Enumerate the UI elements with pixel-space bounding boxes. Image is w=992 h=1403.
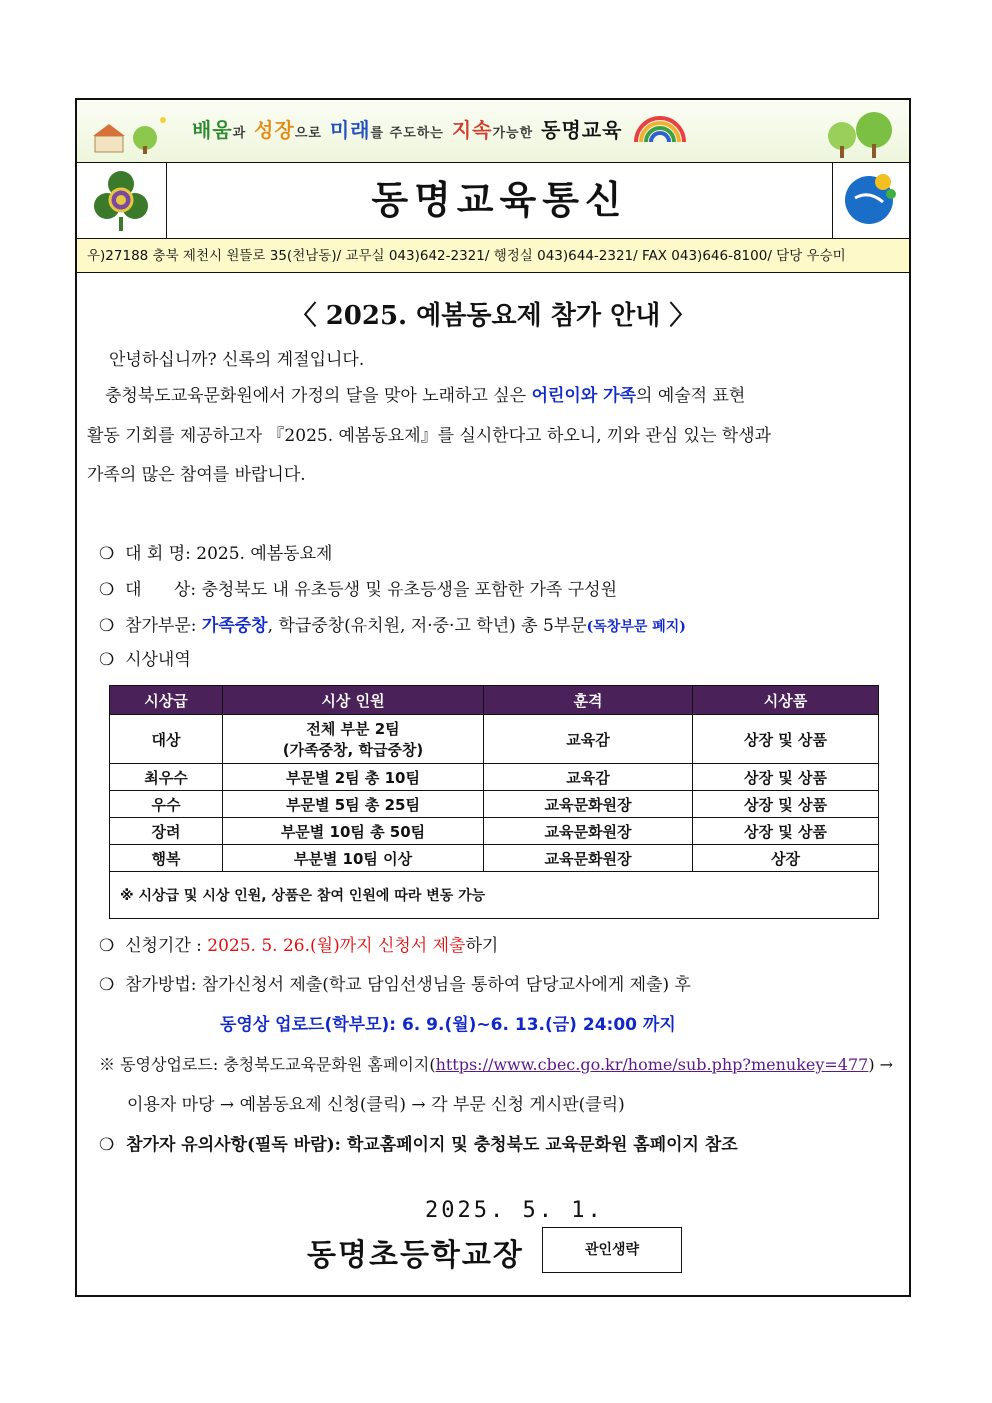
video-upload-period: 동영상 업로드(학부모): 6. 9.(월)~6. 13.(금) 24:00 까지 [220, 1015, 676, 1035]
table-header-row [110, 686, 879, 715]
contact-address: 우)27188 충북 제천시 원뜰로 35(천남동)/ 교무실 043)642-2321/ 행정실 043)644-2321/ FAX 043)646-8100/ 담당 우승미 [77, 239, 909, 273]
table-row: 행복 부분별 10팀 이상 교육문화원장 상장 [110, 845, 879, 872]
table-row: 장려 부문별 10팀 총 50팀 교육문화원장 상장 및 상품 [110, 818, 879, 845]
education-logo-cell [832, 162, 909, 238]
intro-line-1: 충청북도교육문화원에서 가정의 달을 맞아 노래하고 싶은 어린이와 가족의 예술적 표현 [105, 386, 746, 406]
intro-line-3: 가족의 많은 참여를 바랍니다. [87, 465, 306, 485]
rainbow-icon [632, 110, 688, 144]
col-header-prize: 시상품 [693, 686, 879, 715]
participant-notes: ❍ 참가자 유의사항(필독 바람): 학교홈페이지 및 충청북도 교육문화원 홈페이지 참조 [99, 1135, 738, 1155]
table-note-row [110, 872, 879, 919]
seal-omitted-box: 관인생략 [542, 1227, 682, 1273]
upload-guide: ※ 동영상업로드: 충청북도교육문화원 홈페이지(https://www.cbec.go.kr/home/sub.php?menukey=477) → [99, 1055, 894, 1074]
trees-illustration [822, 106, 907, 160]
notice-title: 〈 2025. 예봄동요제 참가 안내 〉 [290, 301, 696, 331]
table-row: 우수 부문별 5팀 총 25팀 교육문화원장 상장 및 상품 [110, 791, 879, 818]
issue-date: 2025. 5. 1. [425, 1198, 604, 1223]
application-period: ❍ 신청기간 : 2025. 5. 26.(월)까지 신청서 제출하기 [99, 936, 499, 956]
awards-heading: ❍ 시상내역 [99, 650, 191, 670]
slogan-banner [77, 100, 909, 163]
table-row: 최우수 부문별 2팀 총 10팀 교육감 상장 및 상품 [110, 764, 879, 791]
event-name: ❍ 대 회 명: 2025. 예봄동요제 [99, 544, 333, 564]
event-target: ❍ 대 상: 충청북도 내 유초등생 및 유초등생을 포함한 가족 구성원 [99, 580, 617, 600]
event-categories: ❍ 참가부문: 가족중창, 학급중창(유치원, 저·중·고 학년) 총 5부문(독창부문 폐지) [99, 616, 686, 636]
col-header-count: 시상 인원 [223, 686, 484, 715]
school-emblem-icon [77, 162, 166, 238]
school-emblem-cell [77, 162, 167, 238]
awards-note: ※ 시상급 및 시상 인원, 상품은 참여 인원에 따라 변동 가능 [110, 872, 879, 919]
culture-center-link[interactable]: https://www.cbec.go.kr/home/sub.php?menukey=477 [435, 1055, 869, 1074]
slogan-text: 배움과 성장으로 미래를 주도하는 지속가능한 동명교육 [192, 118, 623, 142]
participation-method: ❍ 참가방법: 참가신청서 제출(학교 담임선생님을 통하여 담당교사에게 제출) 후 [99, 975, 691, 995]
village-illustration [85, 108, 185, 158]
table-row: 대상 전체 부분 2팀 (가족중창, 학급중창) 교육감 상장 및 상품 [110, 715, 879, 764]
col-header-grade: 시상급 [110, 686, 223, 715]
awards-table [109, 685, 879, 919]
upload-steps: 이용자 마당 → 예봄동요제 신청(클릭) → 각 부문 신청 게시판(클릭) [127, 1095, 625, 1115]
title-row [77, 162, 909, 239]
newsletter-title: 동명교육통신 [371, 178, 628, 222]
document-frame [75, 98, 911, 1297]
col-header-honor: 훈격 [484, 686, 693, 715]
greeting: 안녕하십니까? 신록의 계절입니다. [109, 350, 365, 370]
intro-line-2: 활동 기회를 제공하고자 『2025. 예봄동요제』를 실시한다고 하오니, 끼와 관심 있는 학생과 [87, 426, 772, 446]
education-logo-icon [833, 162, 909, 238]
principal-signature: 동명초등학교장 [307, 1238, 524, 1273]
